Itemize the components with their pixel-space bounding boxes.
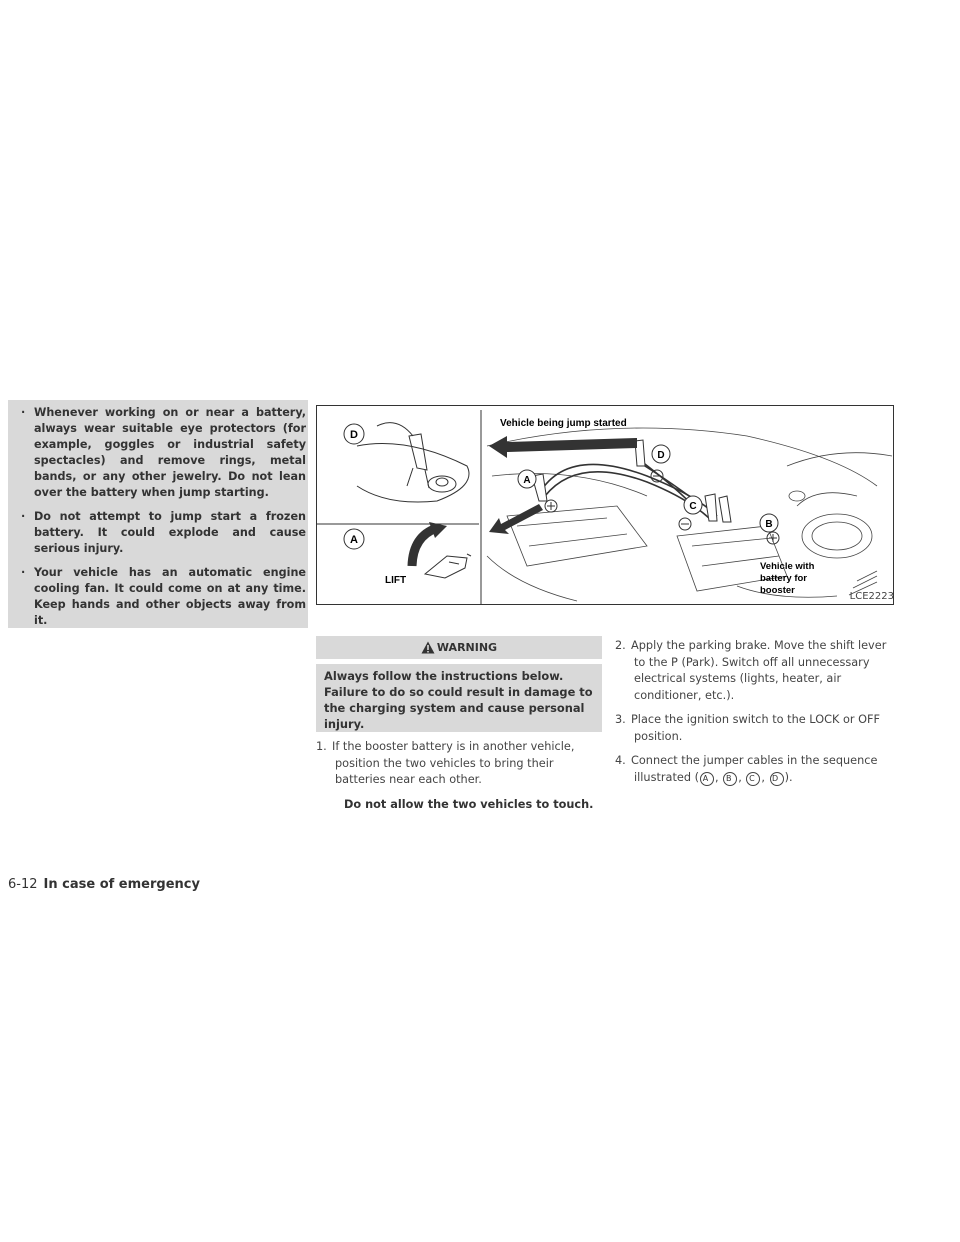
- inset-terminal-d: [357, 423, 469, 502]
- booster-label-line1: Vehicle with: [760, 561, 815, 572]
- callout-c: C: [689, 501, 697, 512]
- sequence-d-icon: D: [770, 772, 784, 786]
- sequence-b-icon: B: [723, 772, 737, 786]
- step-number: 4.: [615, 754, 626, 767]
- callout-b: B: [765, 519, 773, 530]
- step-text: Apply the parking brake. Move the shift lever to the P (Park). Switch off all unnecessary electrical systems (lights, heater, air conditioner, etc.).: [631, 639, 887, 702]
- inset-cover-lift: [412, 522, 471, 578]
- jump-start-drawing: [317, 406, 893, 604]
- caution-item-cooling-fan: · Your vehicle has an automatic engine cooling fan. It could come on at any time. Keep hands and other objects away from it.: [20, 565, 306, 629]
- warning-triangle-icon: [421, 641, 435, 654]
- step-4-text-before: Connect the jumper cables in the sequence illustrated (: [631, 754, 878, 784]
- caution-item-eye-protection: · Whenever working on or near a battery, always wear suitable eye protectors (for example, goggles or industrial safety spectacles) and remove rings, metal bands, or any other jewelry. Do not lean over the battery when jump starting.: [20, 405, 306, 501]
- booster-label-line2: battery for: [760, 573, 807, 584]
- step-1-note: Do not allow the two vehicles to touch.: [344, 797, 594, 811]
- step-4: [615, 753, 900, 786]
- sequence-c-icon: C: [746, 772, 760, 786]
- caution-list: [20, 405, 306, 629]
- lift-label: LIFT: [385, 575, 407, 586]
- vehicle-started-label: Vehicle being jump started: [500, 418, 627, 429]
- direction-arrows: [489, 436, 637, 534]
- steps-column-left: [316, 739, 606, 813]
- steps-column-right: [615, 638, 900, 794]
- jump-start-illustration: [316, 405, 894, 605]
- sequence-a-icon: A: [700, 772, 714, 786]
- figure-code-rule: [316, 604, 894, 605]
- callout-a: A: [523, 475, 531, 486]
- page-footer: [8, 877, 200, 892]
- callout-d: D: [657, 450, 665, 461]
- callout-a-left: A: [350, 534, 358, 546]
- engine-bay-lines: [487, 428, 892, 601]
- terminal-marks: [545, 470, 779, 544]
- warning-body: Always follow the instructions below. Failure to do so could result in damage to the charging system and cause personal injury.: [316, 664, 602, 732]
- step-number: 3.: [615, 713, 626, 726]
- step-number: 2.: [615, 639, 626, 652]
- caution-item-frozen-battery: · Do not attempt to jump start a frozen battery. It could explode and cause serious injury.: [20, 509, 306, 557]
- warning-title: WARNING: [436, 641, 498, 654]
- warning-header: [316, 636, 602, 659]
- booster-label-line3: booster: [760, 585, 795, 596]
- step-text: Place the ignition switch to the LOCK or OFF position.: [631, 713, 881, 743]
- step-number: 1.: [316, 740, 327, 753]
- step-text: If the booster battery is in another vehicle, position the two vehicles to bring their batteries near each other.: [332, 740, 575, 786]
- step-3: [615, 712, 900, 745]
- step-text: Connect the jumper cables in the sequence illustrated ( A , B , C , D ).: [631, 754, 878, 784]
- step-1: [316, 739, 606, 789]
- step-2: [615, 638, 900, 704]
- section-title: In case of emergency: [43, 877, 200, 892]
- callout-d-left: D: [350, 429, 358, 441]
- caution-box: [8, 400, 308, 628]
- step-4-text-after: ).: [784, 770, 793, 784]
- page-number: 6-12: [8, 877, 38, 892]
- figure-code: LCE2223: [849, 591, 894, 602]
